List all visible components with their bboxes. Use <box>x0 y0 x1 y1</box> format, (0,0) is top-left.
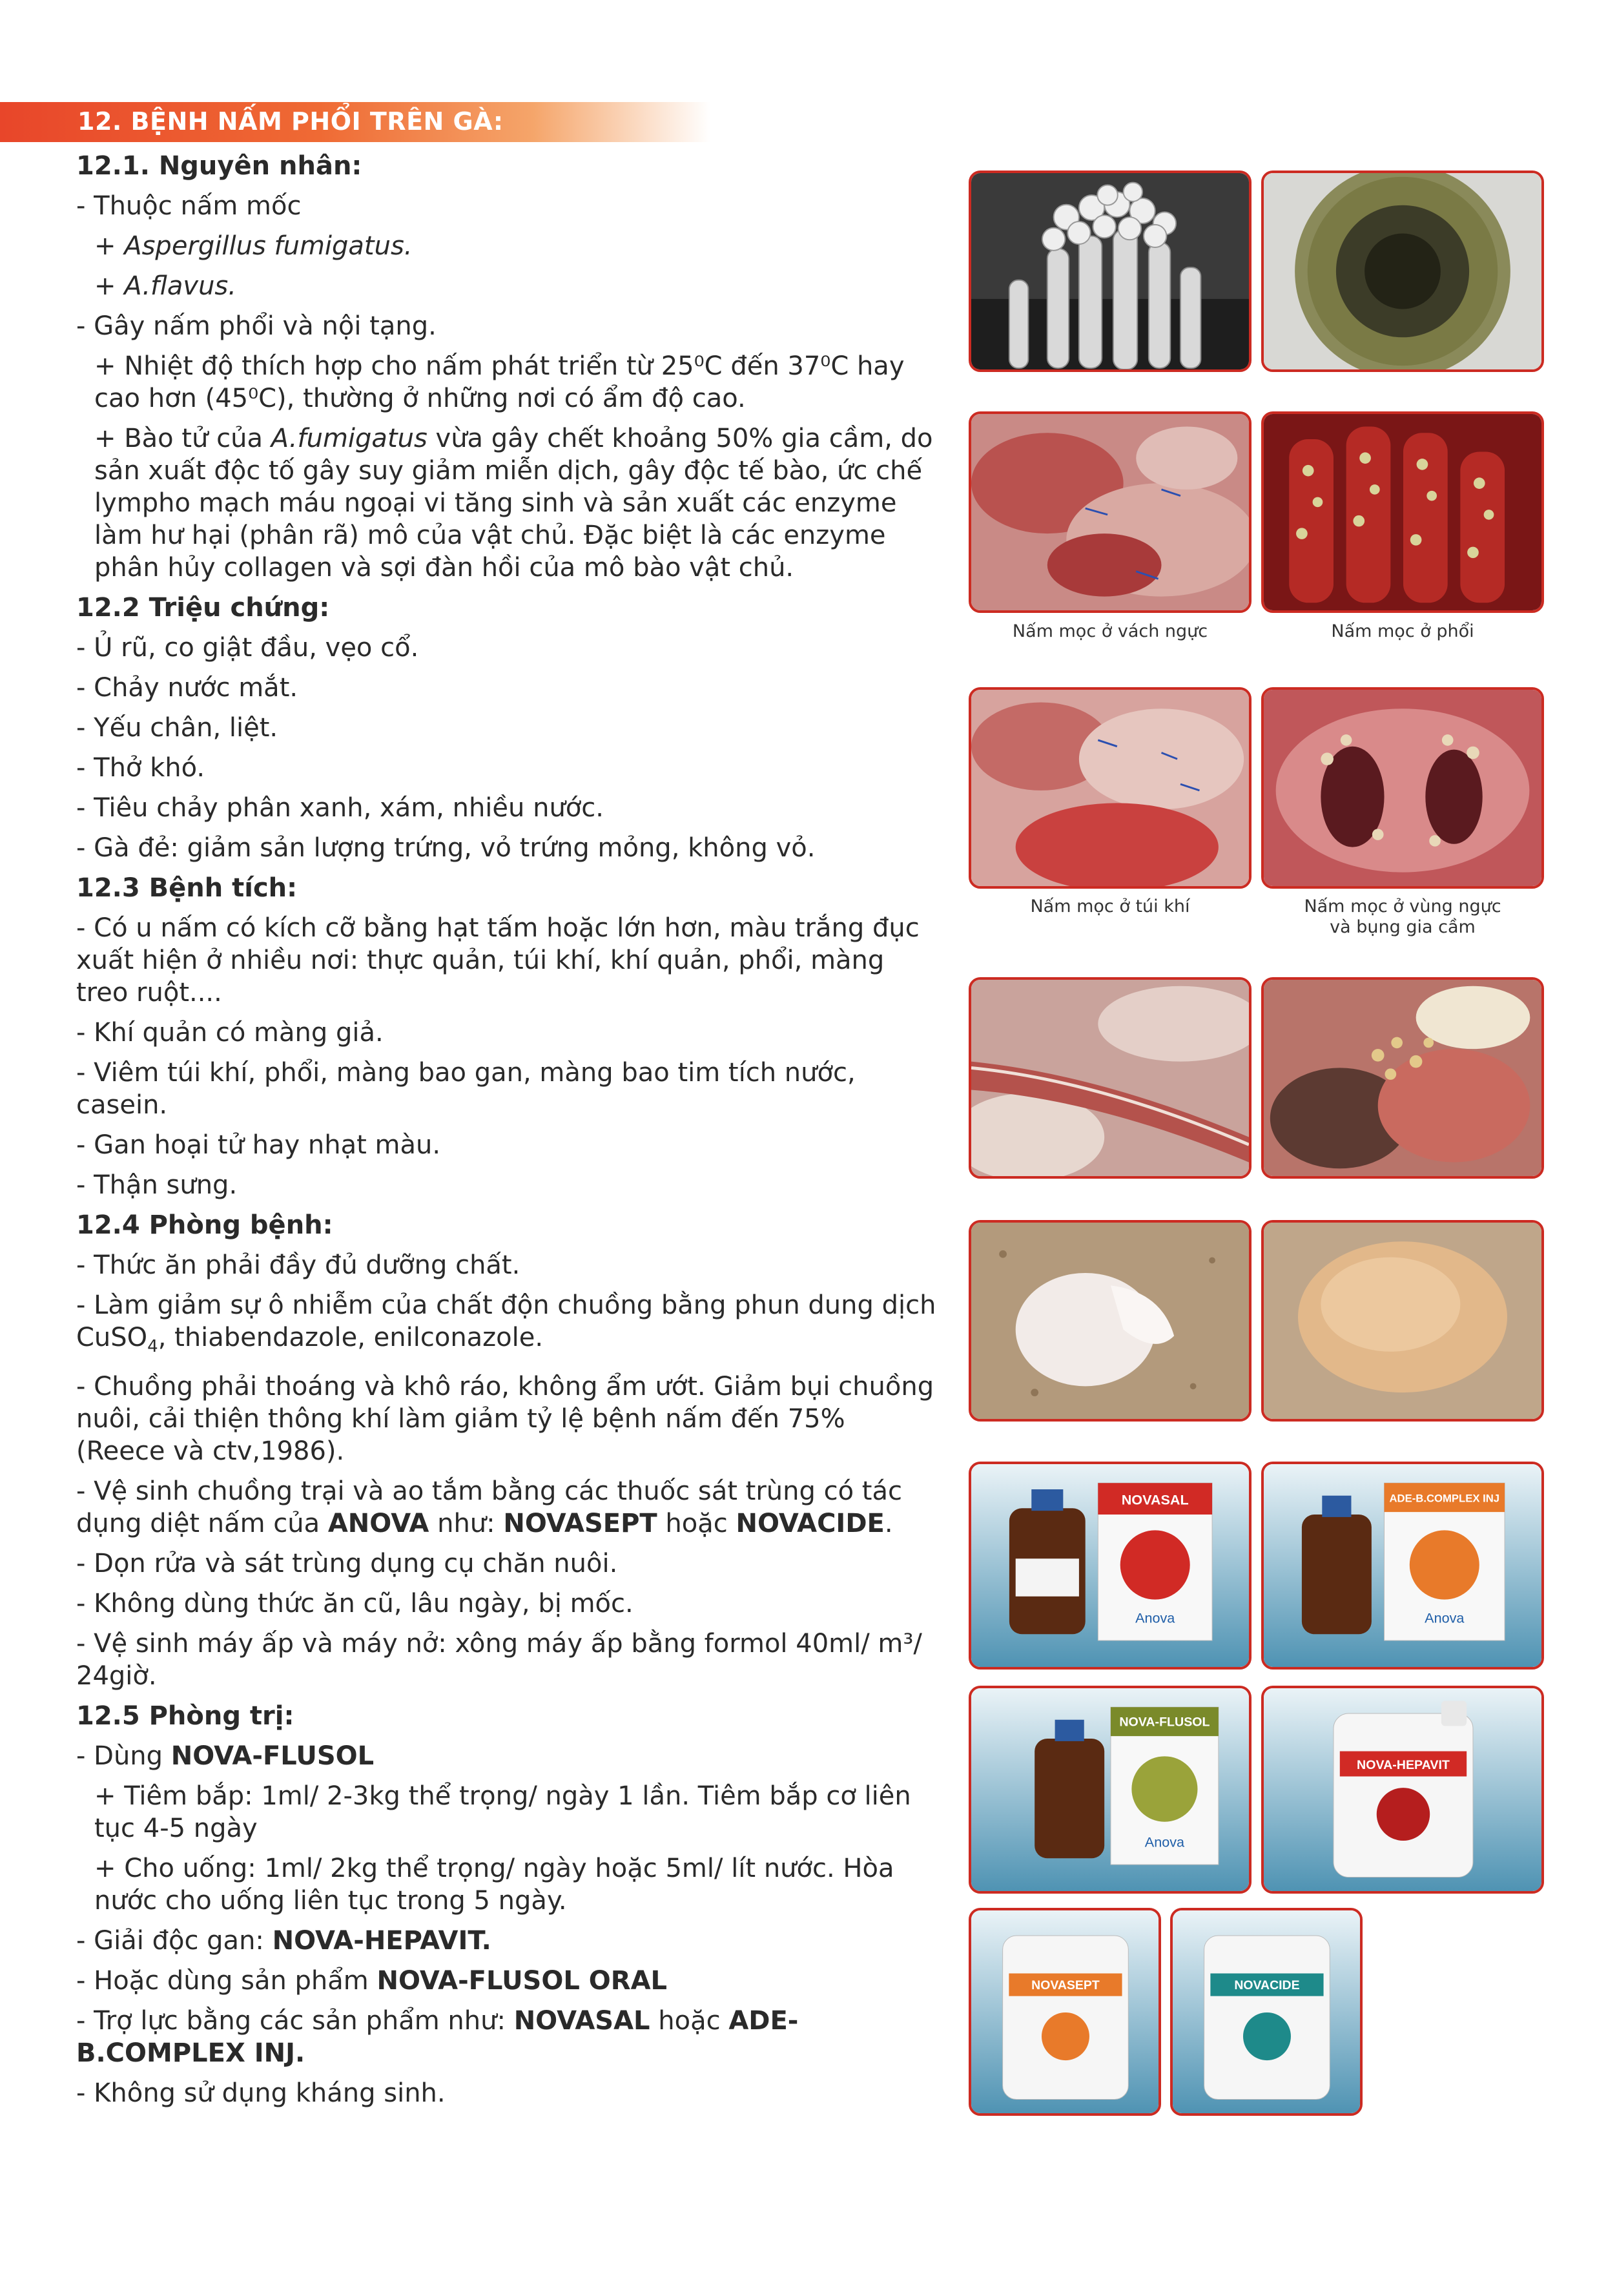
caption-chest-abdomen <box>1261 896 1544 938</box>
photo-fungus-lung <box>1261 411 1544 613</box>
caption-line: Nấm mọc ở vùng ngực <box>1304 896 1501 916</box>
product-label: ADE-B.COMPLEX INJ <box>1389 1492 1500 1505</box>
species-name: A.fumigatus <box>271 424 427 453</box>
brand-logo-text: Anova <box>1144 1834 1185 1850</box>
treatment-item: + Tiêm bắp: 1ml/ 2-3kg thể trọng/ ngày 1 lần. Tiêm bắp cơ liên tục 4-5 ngày <box>94 1781 911 1843</box>
lesion-item: - Gan hoại tử hay nhạt màu. <box>76 1130 441 1160</box>
heading-symptoms: 12.2 Triệu chứng: <box>76 593 330 623</box>
photo-fungus-air-sac <box>969 687 1251 889</box>
symptom-item: - Tiêu chảy phân xanh, xám, nhiều nước. <box>76 793 604 823</box>
photo-organ-nodules <box>1261 977 1544 1179</box>
heading-lesions: 12.3 Bệnh tích: <box>76 873 298 903</box>
prevention-item <box>76 1289 938 1363</box>
photo-product-novasal <box>969 1462 1251 1670</box>
product-name: ADE-B.COMPLEX INJ. <box>76 2006 799 2068</box>
photo-fungus-culture <box>1261 171 1544 372</box>
treatment-item <box>76 2005 938 2069</box>
heading-treatment: 12.5 Phòng trị: <box>76 1701 294 1731</box>
photo-fungus-chest-abdomen <box>1261 687 1544 889</box>
treatment-item <box>76 1740 938 1772</box>
photo-fungus-chest-wall <box>969 411 1251 613</box>
section-title: 12. BỆNH NẤM PHỔI TRÊN GÀ: <box>77 107 504 136</box>
text-run: - Vệ sinh chuồng trại và ao tắm bằng các thuốc sát trùng có tác dụng diệt nấm của <box>76 1476 902 1538</box>
product-label: NOVASEPT <box>1031 1978 1100 1992</box>
product-name: NOVA-FLUSOL ORAL <box>376 1966 668 1996</box>
product-name: NOVA-FLUSOL <box>170 1741 375 1771</box>
text-run: . <box>884 1509 893 1538</box>
cause-species: + A.flavus. <box>94 271 236 301</box>
lesion-item: - Khí quản có màng giả. <box>76 1018 384 1048</box>
product-name: NOVASEPT <box>503 1509 657 1538</box>
brand-logo-text: Anova <box>1425 1610 1465 1626</box>
text-column <box>76 146 938 2117</box>
treatment-item: - Không sử dụng kháng sinh. <box>76 2078 446 2108</box>
text-run: vừa gây chết khoảng 50% gia cầm, do sản xuất độc tố gây suy giảm miễn dịch, gây độc tế bào, ức chế lympho mạch máu ngoại vi tăng sinh và sản xuất các enzyme làm hư hại (phân rã) mô của vật chủ. Đặc biệt là các enzyme phân hủy collagen và sợi đàn hồi của mô bào vật chủ. <box>94 424 933 583</box>
text-run: - Làm giảm sự ô nhiễm của chất độn chuồng bằng phun dung dịch CuSO <box>76 1290 936 1352</box>
product-label: NOVA-FLUSOL <box>1119 1715 1210 1730</box>
caption-chest-wall: Nấm mọc ở vách ngực <box>1012 621 1208 641</box>
text-run: - Trợ lực bằng các sản phẩm như: <box>76 2006 514 2036</box>
cause-temperature: + Nhiệt độ thích hợp cho nấm phát triển từ 25⁰C đến 37⁰C hay cao hơn (45⁰C), thường ở những nơi có ẩm độ cao. <box>94 351 905 413</box>
caption-lung: Nấm mọc ở phổi <box>1331 621 1474 641</box>
photo-egg-shell <box>969 1220 1251 1422</box>
treatment-item <box>76 1925 938 1957</box>
lesion-item: - Viêm túi khí, phổi, màng bao gan, màng bao tim tích nước, casein. <box>76 1058 856 1120</box>
cause-species: + Aspergillus fumigatus. <box>94 231 413 261</box>
caption-air-sac: Nấm mọc ở túi khí <box>1030 896 1190 916</box>
photo-microscope-fungus <box>969 171 1251 372</box>
photo-product-ade-complex <box>1261 1462 1544 1670</box>
symptom-item: - Gà đẻ: giảm sản lượng trứng, vỏ trứng mỏng, không vỏ. <box>76 833 816 863</box>
product-label: NOVA-HEPAVIT <box>1357 1757 1450 1772</box>
brand-logo-text: Anova <box>1135 1610 1175 1626</box>
symptom-item: - Ủ rũ, co giật đầu, vẹo cổ. <box>76 633 419 663</box>
product-label: NOVACIDE <box>1234 1978 1300 1992</box>
prevention-item: - Chuồng phải thoáng và khô ráo, không ẩm ướt. Giảm bụi chuồng nuôi, cải thiện thông khí làm giảm tỷ lệ bệnh nấm đến 75% (Reece và ctv,1986). <box>76 1372 934 1466</box>
text-run: hoặc <box>650 2006 729 2036</box>
subscript: 4 <box>147 1337 158 1356</box>
text-run: - Hoặc dùng sản phẩm <box>76 1966 377 1996</box>
section-title-bar <box>0 102 710 142</box>
text-run: - Dùng <box>76 1741 171 1771</box>
photo-product-nova-flusol <box>969 1686 1251 1894</box>
prevention-item: - Dọn rửa và sát trùng dụng cụ chăn nuôi. <box>76 1549 618 1578</box>
prevention-item: - Vệ sinh máy ấp và máy nở: xông máy ấp bằng formol 40ml/ m³/ 24giờ. <box>76 1629 922 1691</box>
cause-spores <box>76 422 938 584</box>
symptom-item: - Chảy nước mắt. <box>76 673 298 703</box>
text-run: như: <box>429 1509 504 1538</box>
photo-product-nova-hepavit <box>1261 1686 1544 1894</box>
brand-name: ANOVA <box>327 1509 429 1538</box>
prevention-item: - Thức ăn phải đầy đủ dưỡng chất. <box>76 1250 520 1280</box>
cause-line: - Thuộc nấm mốc <box>76 191 302 221</box>
product-name: NOVASAL <box>513 2006 650 2036</box>
product-name: NOVACIDE <box>736 1509 885 1538</box>
text-run: - Giải độc gan: <box>76 1926 273 1956</box>
treatment-item: + Cho uống: 1ml/ 2kg thể trọng/ ngày hoặc 5ml/ lít nước. Hòa nước cho uống liên tục trong 5 ngày. <box>94 1854 894 1916</box>
lesion-item: - Thận sưng. <box>76 1170 238 1200</box>
photo-product-novacide <box>1170 1908 1363 2116</box>
text-run: + Bào tử của <box>94 424 271 453</box>
caption-line: và bụng gia cầm <box>1330 917 1476 937</box>
cause-line: - Gây nấm phổi và nội tạng. <box>76 311 437 341</box>
prevention-item: - Không dùng thức ăn cũ, lâu ngày, bị mốc. <box>76 1589 633 1619</box>
product-label: NOVASAL <box>1121 1492 1189 1508</box>
heading-cause: 12.1. Nguyên nhân: <box>76 151 362 181</box>
product-name: NOVA-HEPAVIT. <box>272 1926 491 1956</box>
treatment-item <box>76 1965 938 1997</box>
photo-product-novasept <box>969 1908 1161 2116</box>
lesion-item: - Có u nấm có kích cỡ bằng hạt tấm hoặc lớn hơn, màu trắng đục xuất hiện ở nhiều nơi: thực quản, túi khí, khí quản, phổi, màng treo ruột.... <box>76 913 920 1008</box>
symptom-item: - Thở khó. <box>76 753 205 783</box>
text-run: , thiabendazole, enilconazole. <box>158 1323 544 1352</box>
prevention-item <box>76 1475 938 1540</box>
photo-trachea-lesion <box>969 977 1251 1179</box>
symptom-item: - Yếu chân, liệt. <box>76 713 278 743</box>
photo-soft-egg <box>1261 1220 1544 1422</box>
text-run: hoặc <box>657 1509 736 1538</box>
heading-prevention: 12.4 Phòng bệnh: <box>76 1210 333 1240</box>
